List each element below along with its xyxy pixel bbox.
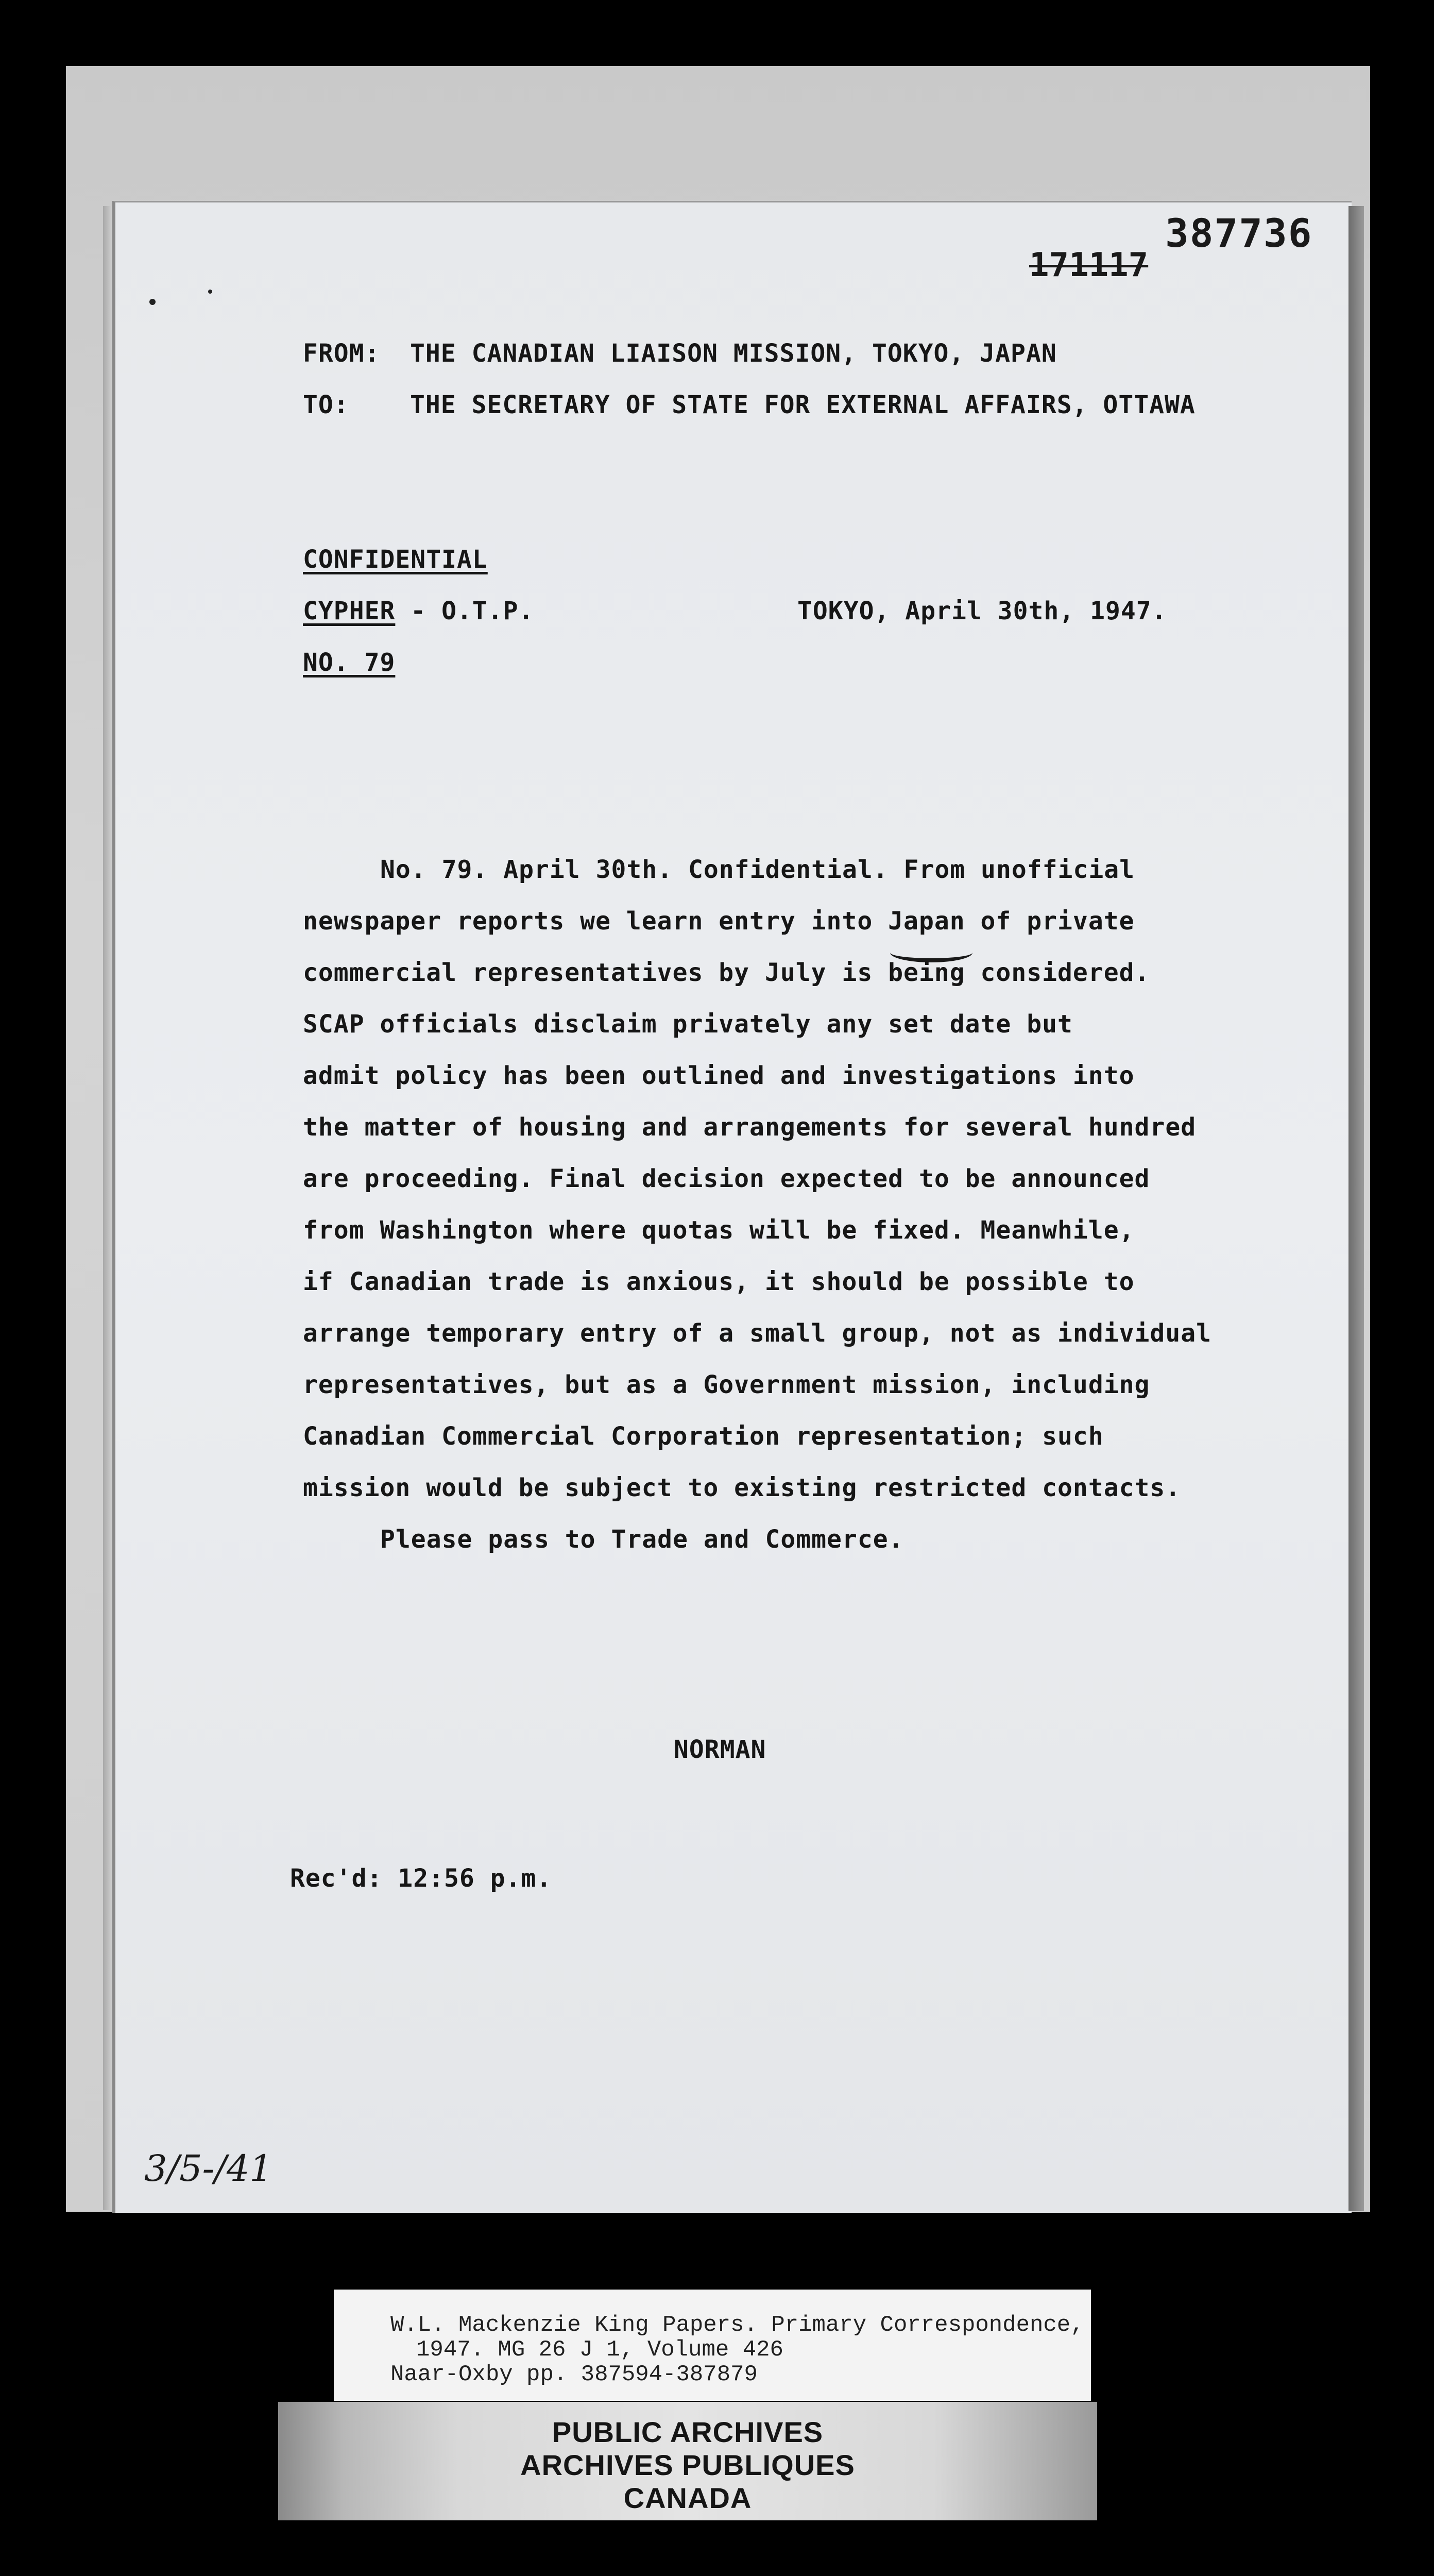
handwritten-file-mark: 3/5-/41 [144,2147,272,2190]
received-time: Rec'd: 12:56 p.m. [290,1864,552,1893]
citation-line: 1947. MG 26 J 1, Volume 426 [416,2337,783,2363]
paper-speck [208,290,212,294]
from-label: FROM: [303,339,380,368]
archives-line: PUBLIC ARCHIVES [552,2416,824,2448]
to-label: TO: [303,391,349,419]
to-value: THE SECRETARY OF STATE FOR EXTERNAL AFFAIRS, OTTAWA [410,391,1196,419]
cypher-line [303,597,534,625]
archive-citation-label [334,2290,1091,2401]
sheet-right-shadow [1348,206,1364,2211]
public-archives-stamp [278,2402,1097,2520]
archives-line: CANADA [623,2482,752,2514]
cypher-value: - O.T.P. [395,597,534,625]
body-line: the matter of housing and arrangements for several hundred [303,1113,1197,1142]
body-line: Please pass to Trade and Commerce. [380,1525,904,1554]
sheet-left-edge [103,206,112,2210]
archives-line: ARCHIVES PUBLIQUES [520,2449,855,2481]
body-line: are proceeding. Final decision expected to be announced [303,1164,1150,1193]
body-line: admit policy has been outlined and investigations into [303,1061,1135,1090]
document-number: 387736 [1165,210,1313,256]
body-line: No. 79. April 30th. Confidential. From unofficial [380,855,1135,884]
body-line: SCAP officials disclaim privately any set date but [303,1010,1073,1039]
citation-line: Naar-Oxby pp. 387594-387879 [390,2362,758,2387]
body-line: newspaper reports we learn entry into Japan of private [303,907,1135,936]
cypher-label: CYPHER [303,597,396,625]
body-line: representatives, but as a Government mission, including [303,1370,1150,1399]
signature: NORMAN [674,1735,766,1764]
body-line: from Washington where quotas will be fixed. Meanwhile, [303,1216,1135,1245]
document-page [112,201,1352,2213]
body-line: commercial representatives by July is being considered. [303,958,1150,987]
from-value: THE CANADIAN LIAISON MISSION, TOKYO, JAPAN [410,339,1057,368]
body-line: Canadian Commercial Corporation representation; such [303,1422,1104,1451]
classification: CONFIDENTIAL [303,545,488,574]
body-line: if Canadian trade is anxious, it should be possible to [303,1267,1135,1296]
message-number: NO. 79 [303,648,396,677]
struck-document-number: 171117 [1029,246,1149,284]
body-line: mission would be subject to existing restricted contacts. [303,1473,1181,1502]
paper-speck [149,299,156,305]
citation-line: W.L. Mackenzie King Papers. Primary Correspondence, [390,2312,1084,2338]
place-date: TOKYO, April 30th, 1947. [797,597,1167,625]
body-line: arrange temporary entry of a small group, not as individual [303,1319,1212,1348]
